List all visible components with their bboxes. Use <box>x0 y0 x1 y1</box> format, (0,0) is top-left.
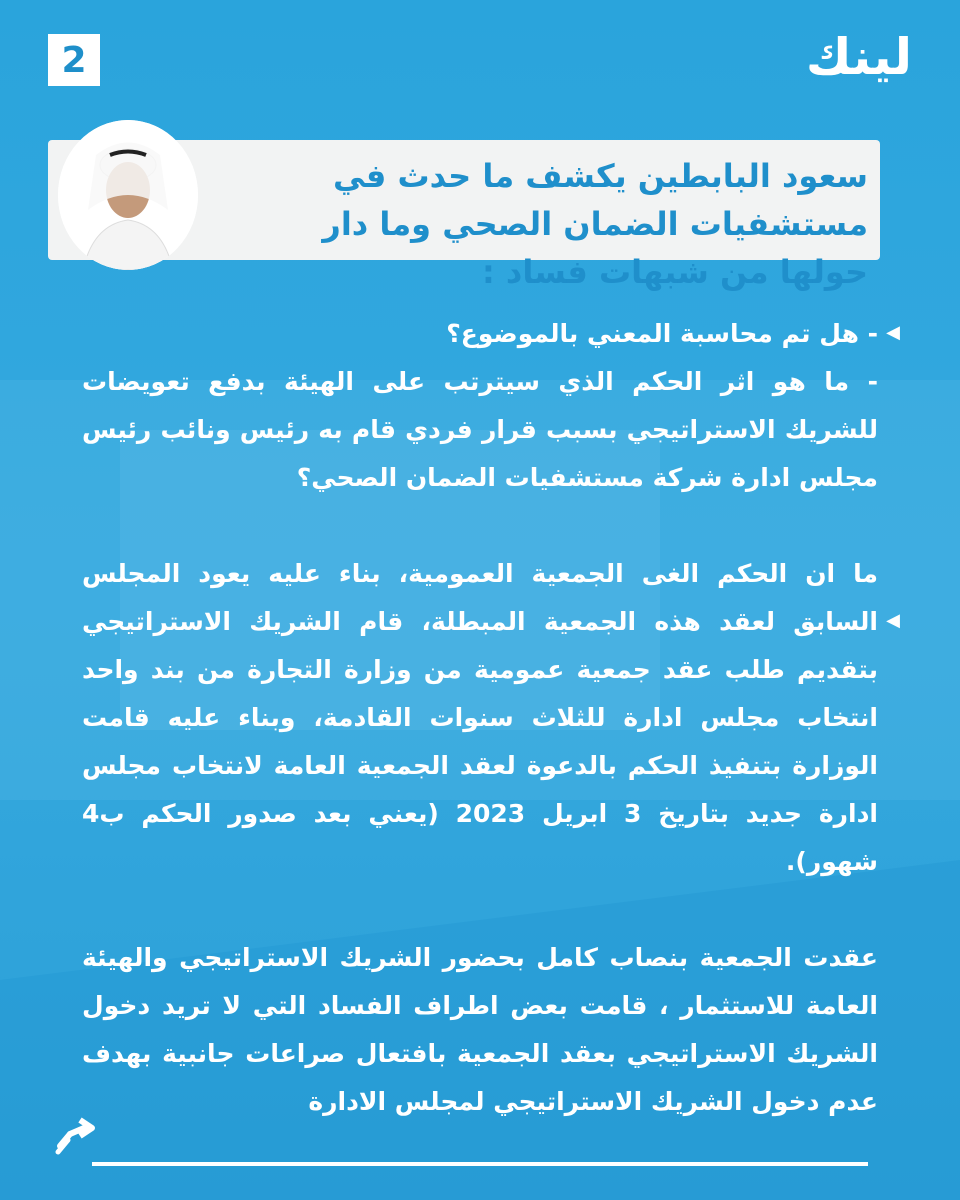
headline-text: سعود البابطين يكشف ما حدث في مستشفيات الضمان الصحي وما دار حولها من شبهات فساد : <box>322 157 868 291</box>
brand-logo: لينك <box>805 28 912 86</box>
paragraph-3-start: عقدت الجمعية بنصاب كامل بحضور الشريك الاستراتيجي و <box>152 943 878 972</box>
article-body <box>82 310 878 1126</box>
page-number-badge: 2 <box>48 34 100 86</box>
paragraph-2: ما ان الحكم الغى الجمعية العمومية، بناء عليه يعود المجلس السابق لعقد هذه الجمعية المبطلة، قام الشريك الاستراتيجي بتقديم طلب عقد جمعية عمومية من وزارة التجارة من بند واحد انتخاب مجلس ادارة للثلاث سنوات القادمة، وبناء عليه قامت الوزارة بتنفيذ الحكم بالدعوة لعقد الجمعية العامة لانتخاب مجلس ادارة جديد بتاريخ 3 ابريل 2023 (يعني بعد صدور الحكم ب4 شهور). <box>82 559 879 876</box>
question-2: - ما هو اثر الحكم الذي سيترتب على الهيئة بدفع تعويضات للشريك الاستراتيجي بسبب قرار فردي قام به رئيس ونائب رئيس مجلس ادارة شركة مستشفيات الضمان الصحي؟ <box>82 367 878 492</box>
paragraph-3-end: ، قامت بعض اطراف الفساد التي لا تريد دخول الشريك الاستراتيجي بعقد الجمعية بافتعال صراعات جانبية بهدف عدم دخول الشريك الاستراتيجي لمجلس الادارة <box>82 991 878 1116</box>
paragraph-3-bold: الهيئة العامة للاستثمار <box>82 943 879 1020</box>
bullet-arrow-icon: ◀ <box>886 610 900 631</box>
question-1: - هل تم محاسبة المعني بالموضوع؟ <box>446 319 878 348</box>
share-arrow-icon[interactable] <box>50 1110 98 1158</box>
bullet-arrow-icon: ◀ <box>886 322 900 343</box>
bottom-divider <box>92 1162 868 1166</box>
speaker-photo <box>58 120 198 270</box>
paragraph-3 <box>82 934 878 1126</box>
